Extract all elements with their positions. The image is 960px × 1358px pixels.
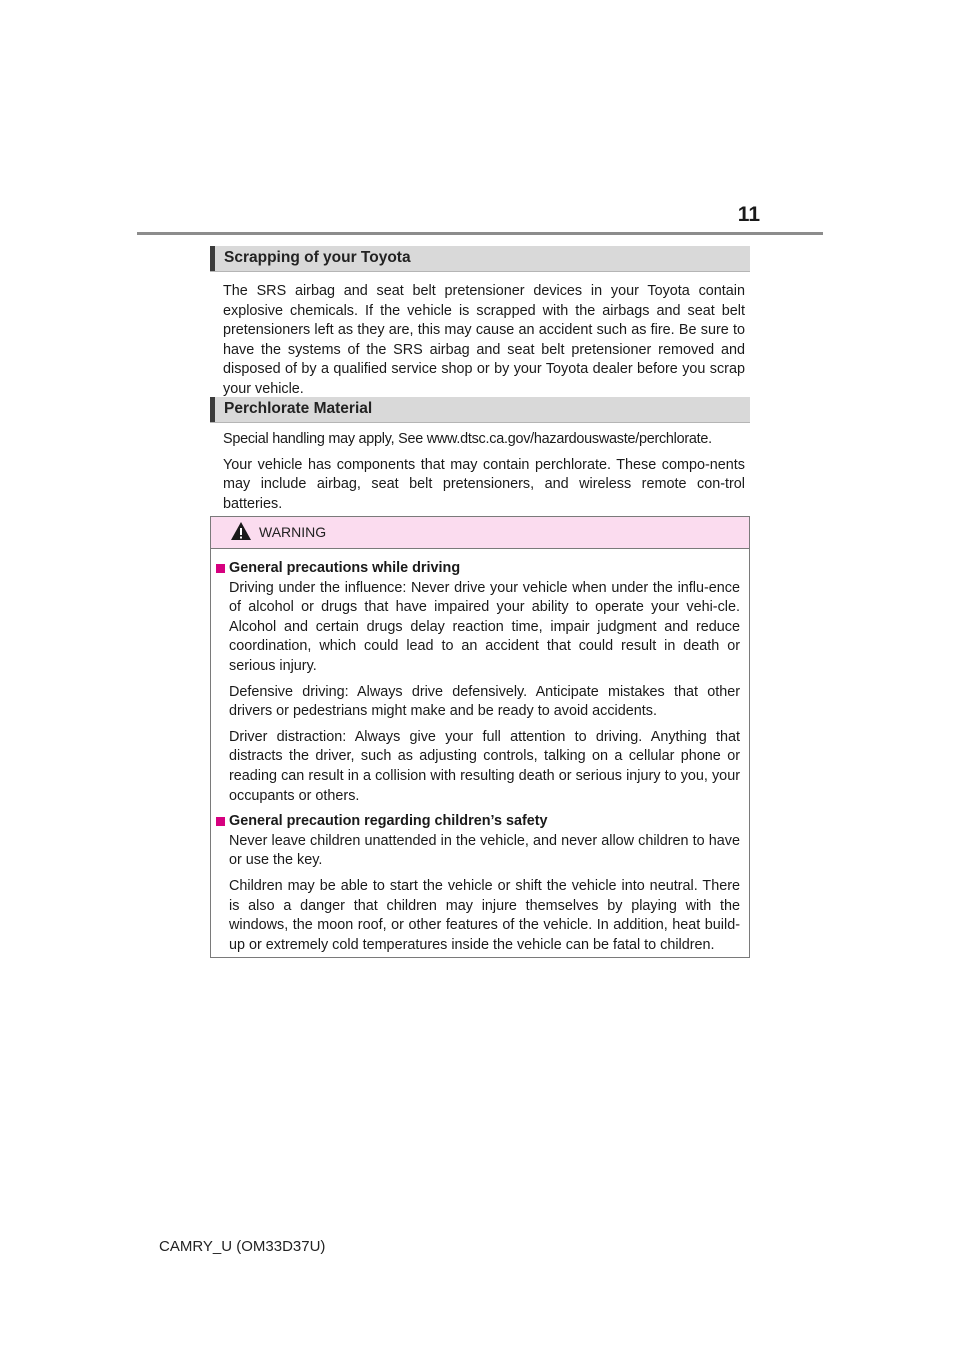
bullet-square-icon bbox=[216, 564, 225, 573]
warning-paragraph: Defensive driving: Always drive defensively. Anticipate mistakes that other drivers or pedestrians might make and be ready to avoid accidents. bbox=[229, 683, 740, 720]
warning-item-title bbox=[216, 559, 740, 579]
header-rule bbox=[137, 232, 823, 235]
section-header-perchlorate bbox=[210, 397, 750, 423]
warning-paragraph: Children may be able to start the vehicle or shift the vehicle into neutral. There is also a danger that children may injure themselves by playing with the windows, the moon roof, or other features of the vehicle. In addition, heat build-up or extremely cold temperatures inside the vehicle can be fatal to children. bbox=[229, 877, 740, 953]
page-number: 11 bbox=[737, 203, 760, 226]
warning-item-title-text: General precaution regarding children’s safety bbox=[229, 813, 548, 830]
bullet-square-icon bbox=[216, 817, 225, 826]
body-paragraph: Your vehicle has components that may contain perchlorate. These compo-nents may include airbag, seat belt pretensioners, and wireless remote con-trol batteries. bbox=[223, 456, 745, 512]
section-header-bar bbox=[210, 246, 215, 271]
section-title: Perchlorate Material bbox=[224, 400, 373, 417]
section-title: Scrapping of your Toyota bbox=[224, 249, 411, 266]
body-paragraph: The SRS airbag and seat belt pretensioner devices in your Toyota contain explosive chemicals. If the vehicle is scrapped with the airbags and seat belt pretensioners left as they are, this may cause an accident such as fire. Be sure to have the systems of the SRS airbag and seat belt pretensioner removed and disposed of by a qualified service shop or by your Toyota dealer before you scrap your vehicle. bbox=[223, 283, 745, 397]
section-body-scrapping bbox=[223, 282, 745, 406]
section-header-bar bbox=[210, 397, 215, 422]
warning-body bbox=[216, 559, 740, 961]
page-footer: CAMRY_U (OM33D37U) bbox=[159, 1238, 326, 1255]
warning-paragraph: Driver distraction: Always give your full attention to driving. Anything that distracts the driver, such as adjusting controls, talking on a cellular phone or reading can result in a collision with resulting death or serious injury to you, your occupants or others. bbox=[229, 728, 740, 804]
warning-header bbox=[211, 517, 749, 549]
body-paragraph: Special handling may apply, See www.dtsc.ca.gov/hazardouswaste/perchlorate. bbox=[223, 431, 712, 447]
warning-paragraph: Driving under the influence: Never drive your vehicle when under the influ-ence of alcohol or drugs that have impaired your ability to operate your vehi-cle. Alcohol and certain drugs delay reaction time, impair judgment and reduce coordination, which could lead to an accident that could result in death or serious injury. bbox=[229, 579, 740, 674]
warning-item-title bbox=[216, 812, 740, 832]
warning-paragraph: Never leave children unattended in the vehicle, and never allow children to have or use the key. bbox=[229, 832, 740, 869]
warning-label: WARNING bbox=[259, 524, 327, 540]
warning-triangle-icon bbox=[230, 521, 252, 541]
section-body-perchlorate bbox=[223, 430, 745, 520]
warning-item-title-text: General precautions while driving bbox=[229, 560, 461, 576]
section-header-scrapping bbox=[210, 246, 750, 272]
warning-box bbox=[210, 516, 750, 958]
